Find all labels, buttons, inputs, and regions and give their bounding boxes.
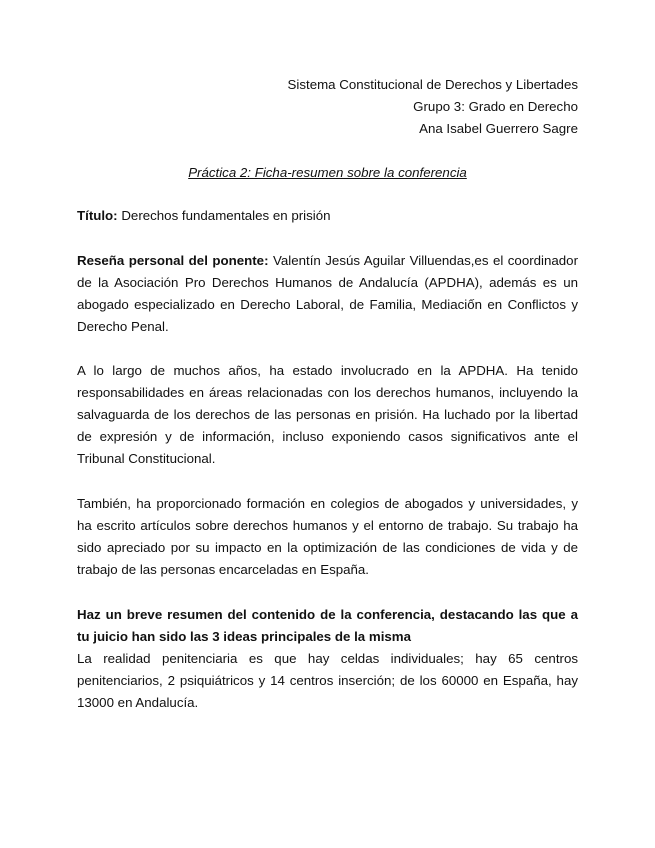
speaker-profile-paragraph — [77, 250, 578, 338]
experience-paragraph: A lo largo de muchos años, ha estado involucrado en la APDHA. Ha tenido responsabilidades en áreas relacionadas con los derechos humanos, incluyendo la salvaguarda de los derechos de las personas en prisión. Ha luchado por la libertad de expresión y de información, incluso exponiendo casos significativos ante el Tribunal Constitucional. — [77, 363, 578, 466]
summary-answer: La realidad penitenciaria es que hay celdas individuales; hay 65 centros penitenciarios, 2 psiquiátricos y 14 centros inserción; de los 60000 en España, hay 13000 en Andalucía. — [77, 651, 578, 710]
header-author-line: Ana Isabel Guerrero Sagre — [419, 121, 578, 136]
title-label: Título: — [77, 208, 118, 223]
practice-title: Práctica 2: Ficha-resumen sobre la conferencia — [188, 165, 467, 180]
speaker-profile-label: Reseña personal del ponente: — [77, 253, 269, 268]
title-field — [77, 205, 578, 227]
title-value: Derechos fundamentales en prisión — [117, 208, 331, 223]
header-group-line: Grupo 3: Grado en Derecho — [413, 99, 578, 114]
document-header — [288, 74, 578, 140]
summary-question: Haz un breve resumen del contenido de la conferencia, destacando las que a tu juicio han sido las 3 ideas principales de la misma — [77, 607, 578, 644]
header-course-line: Sistema Constitucional de Derechos y Libertades — [287, 77, 578, 92]
speaker-profile-text: Valentín Jesús Aguilar Villuendas,es el coordinador de la Asociación Pro Derechos Humanos de Andalucía (APDHA), además es un abogado especializado en Derecho Laboral, de Familia, Mediaciốn en Conflictos y Derecho Penal. — [77, 253, 579, 334]
training-paragraph: También, ha proporcionado formación en colegios de abogados y universidades, y ha escrito artículos sobre derechos humanos y el entorno de trabajo. Su trabajo ha sido apreciado por su impacto en la optimización de las condiciones de vida y de trabajo de las personas encarceladas en España. — [77, 496, 578, 577]
